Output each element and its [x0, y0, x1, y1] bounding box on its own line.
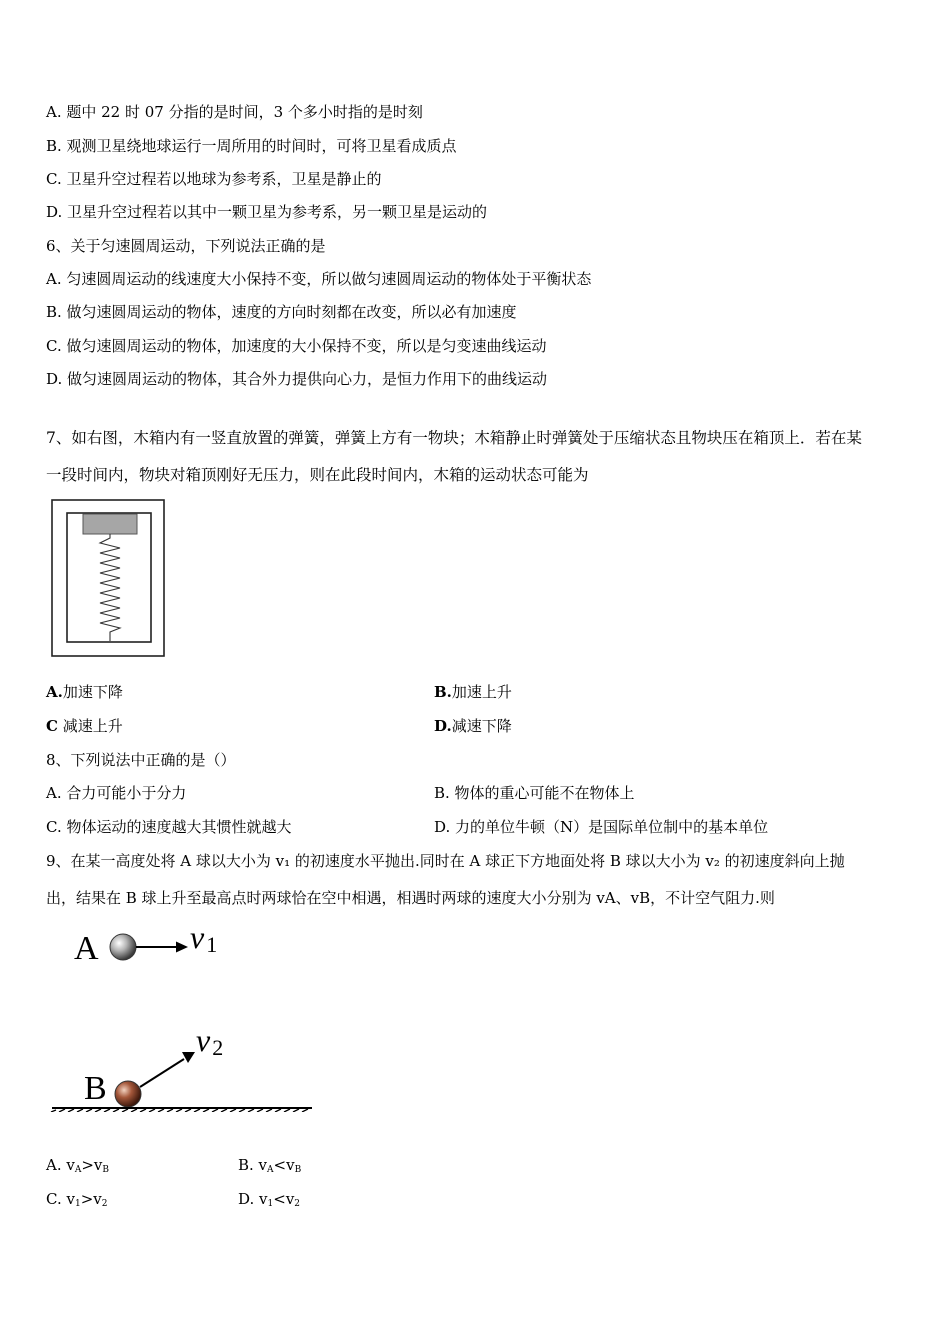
q7-option-b: B.加速上升 [434, 683, 512, 701]
v2-arrow [140, 1059, 184, 1087]
q8-option-a: A. 合力可能小于分力 [46, 784, 187, 802]
q5-option-d: D. 卫星升空过程若以其中一颗卫星为参考系，另一颗卫星是运动的 [46, 203, 488, 221]
ball-a [110, 934, 136, 960]
v1-label: v1 [190, 922, 218, 957]
q7-stem-line2: 一段时间内，物块对箱顶刚好无压力，则在此段时间内，木箱的运动状态可能为 [46, 466, 589, 484]
q7-option-d: D.减速下降 [434, 717, 512, 735]
q7-option-a: A.加速下降 [46, 683, 123, 701]
ball-a-label: A [74, 930, 99, 967]
v2-arrowhead [182, 1052, 195, 1063]
q8-option-d: D. 力的单位牛顿（N）是国际单位制中的基本单位 [434, 818, 769, 836]
q6-stem: 6、关于匀速圆周运动，下列说法正确的是 [46, 237, 326, 255]
q6-option-c: C. 做匀速圆周运动的物体，加速度的大小保持不变，所以是匀变速曲线运动 [46, 337, 547, 355]
q9-option-a: A. $v_A>v_B$ [46, 1156, 110, 1175]
q5-option-c: C. 卫星升空过程若以地球为参考系，卫星是静止的 [46, 170, 382, 188]
ball-projection-diagram [50, 922, 320, 1112]
ground-hatching [51, 1109, 308, 1112]
q9-option-d: D. $v_1<v_2$ [238, 1190, 301, 1209]
ball-b-label: B [84, 1070, 107, 1107]
q7-option-c: C 减速上升 [46, 717, 123, 735]
spring-box-diagram [50, 498, 168, 660]
q5-option-a: A. 题中 22 时 07 分指的是时间，3 个多小时指的是时刻 [46, 103, 423, 121]
q9-stem-line2: 出，结果在 B 球上升至最高点时两球恰在空中相遇，相遇时两球的速度大小分别为 vA、vB，不计空气阻力.则 [46, 889, 775, 907]
q8-stem: 8、下列说法中正确的是（） [46, 751, 236, 769]
q5-option-b: B. 观测卫星绕地球运行一周所用的时间时，可将卫星看成质点 [46, 137, 457, 155]
ball-b [115, 1081, 141, 1107]
q7-stem-line1: 7、如右图，木箱内有一竖直放置的弹簧，弹簧上方有一物块；木箱静止时弹簧处于压缩状态且物块压在箱顶上．若在某 [46, 429, 862, 447]
v2-label: v2 [196, 1022, 224, 1060]
v1-arrowhead [176, 942, 188, 953]
q9-option-b: B. $v_A<v_B$ [238, 1156, 302, 1175]
q9-option-c: C. $v_1>v_2$ [46, 1190, 108, 1209]
q9-stem-line1: 9、在某一高度处将 A 球以大小为 v₁ 的初速度水平抛出.同时在 A 球正下方地面处将 B 球以大小为 v₂ 的初速度斜向上抛 [46, 852, 845, 870]
q6-option-d: D. 做匀速圆周运动的物体，其合外力提供向心力，是恒力作用下的曲线运动 [46, 370, 548, 388]
q8-option-c: C. 物体运动的速度越大其惯性就越大 [46, 818, 292, 836]
block [83, 514, 137, 534]
q8-option-b: B. 物体的重心可能不在物体上 [434, 784, 635, 802]
q6-option-a: A. 匀速圆周运动的线速度大小保持不变，所以做匀速圆周运动的物体处于平衡状态 [46, 270, 592, 288]
q6-option-b: B. 做匀速圆周运动的物体，速度的方向时刻都在改变，所以必有加速度 [46, 303, 517, 321]
